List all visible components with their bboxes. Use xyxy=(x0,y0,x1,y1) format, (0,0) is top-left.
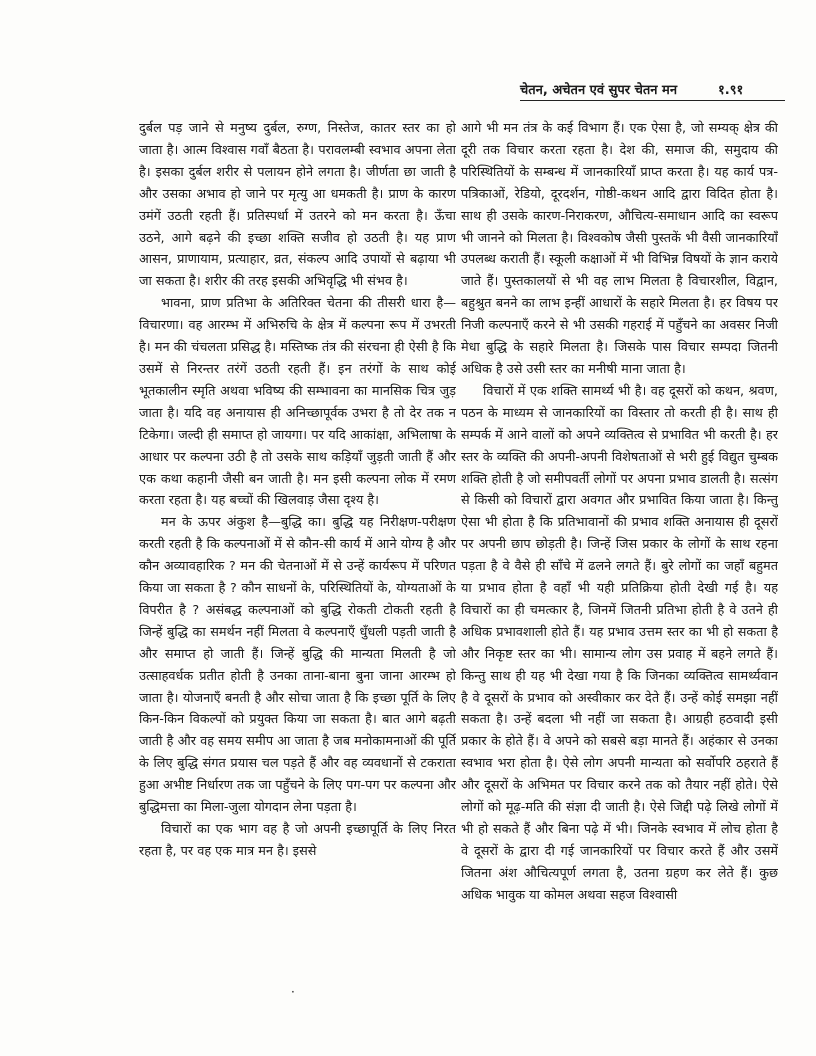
paragraph: विचारों में एक शक्ति सामर्थ्य भी है। वह दूसरों को कथन, श्रवण, पठन के माध्यम से जानकारियों का विस्तार तो करती ही है। साथ ही सम्पर्क में आने वालों को अपने व्यक्तित्व से प्रभावित भी करती है। हर स्तर के व्यक्ति की अपनी-अपनी विशेषताओं से भरी हुई विद्युत चुम्बक शक्ति होती है जो समीपवर्ती लोगों पर अपना प्रभाव डालती है। सत्संग से किसी को विचारों द्वारा अवगत और प्रभावित किया जाता है। किन्तु ऐसा भी होता है कि प्रतिभावानों की प्रभाव शक्ति अनायास ही दूसरों पर अपनी छाप छोड़ती है। जिन्हें जिस प्रकार के लोगों के साथ रहना पड़ता है वे वैसे ही साँचे में ढलने लगते हैं। बुरे लोगों का जहाँ बहुमत या प्रभाव होता है वहाँ भी यही प्रतिक्रिया होती देखी गई है। यह विचारों का ही चमत्कार है, जिनमें जितनी प्रतिभा होती है वे उतने ही अधिक प्रभावशाली होते हैं। यह प्रभाव उत्तम स्तर का भी हो सकता है और निकृष्ट स्तर का भी। सामान्य लोग उस प्रवाह में बहने लगते हैं। किन्तु साथ ही यह भी देखा गया है कि जिनका व्यक्तित्व सामर्थ्यवान है वे दूसरों के प्रभाव को अस्वीकार कर देते हैं। उन्हें कोई समझा नहीं सकता है। उन्हें बदला भी नहीं जा सकता है। आग्रही हठवादी इसी प्रकार के होते हैं। वे अपने को सबसे बड़ा मानते हैं। अहंकार से उनका स्वभाव भरा होता है। ऐसे लोग अपनी मान्यता को सर्वोपरि ठहराते हैं और दूसरों के अभिमत पर विचार करने तक को तैयार नहीं होते। ऐसे लोगों को मूढ़-मति की संज्ञा दी जाती है। ऐसे जिद्दी पढ़े लिखे लोगों में भी हो सकते हैं और बिना पढ़े में भी। जिनके स्वभाव में लोच होता है वे दूसरों के द्वारा दी गई जानकारियों पर विचार करते हैं और उसमें जितना अंश औचित्यपूर्ण लगता है, उतना ग्रहण कर लेते हैं। कुछ अधिक भावुक या कोमल अथवा सहज विश्वासी xyxy=(461,383,778,903)
footer-mark: · xyxy=(291,985,295,999)
running-header-title: चेतन, अचेतन एवं सुपर चेतन मन xyxy=(520,83,678,98)
running-header xyxy=(520,80,790,104)
page-number: १.९१ xyxy=(718,83,744,98)
paragraph: विचारों का एक भाग वह है जो अपनी इच्छापूर्ति के लिए निरत रहता है, पर वह एक मात्र मन है। इससे xyxy=(139,822,456,859)
right-text-column xyxy=(461,118,778,948)
paragraph: आगे भी मन तंत्र के कई विभाग हैं। एक ऐसा है, जो सम्यक् क्षेत्र की दूरी तक विचार करता रहता है। देश की, समाज की, समुदाय की परिस्थितियों के सम्बन्ध में जानकारियाँ प्राप्त करता है। यह कार्य पत्र-पत्रिकाओं, रेडियो, दूरदर्शन, गोष्ठी-कथन आदि द्वारा विदित होता है। साथ ही उसके कारण-निराकरण, औचित्य-समाधान आदि का स्वरूप भी जानने को मिलता है। विश्वकोष जैसी पुस्तकें भी वैसी जानकारियाँ उपलब्ध कराती हैं। स्कूली कक्षाओं में भी विभिन्न विषयों के ज्ञान कराये जाते हैं। पुस्तकालयों से भी वह लाभ मिलता है विचारशील, विद्वान, बहुश्रुत बनने का लाभ इन्हीं आधारों के सहारे मिलता है। हर विषय पर निजी कल्पनाएँ करने से भी उसकी गहराई में पहुँचने का अवसर निजी मेधा बुद्धि के सहारे मिलता है। जिसके पास विचार सम्पदा जितनी अधिक है उसे उसी स्तर का मनीषी माना जाता है। xyxy=(461,121,778,377)
paragraph: भावना, प्राण प्रतिभा के अतिरिक्त चेतना की तीसरी धारा है—विचारणा। वह आरम्भ में अभिरुचि के क्षेत्र में कल्पना रूप में उभरती है। मन की चंचलता प्रसिद्ध है। मस्तिष्क तंत्र की संरचना ही ऐसी है कि उसमें से निरन्तर तरंगें उठती रहती हैं। इन तरंगों के साथ कोई भूतकालीन स्मृति अथवा भविष्य की सम्भावना का मानसिक चित्र जुड़ जाता है। यदि वह अनायास ही अनिच्छापूर्वक उभरा है तो देर तक न टिकेगा। जल्दी ही समाप्त हो जायगा। पर यदि आकांक्षा, अभिलाषा के आधार पर कल्पना उठी है तो उसके साथ कड़ियाँ जुड़ती जाती हैं और एक कथा कहानी जैसी बन जाती है। मन इसी कल्पना लोक में रमण करता रहता है। यह बच्चों की खिलवाड़ जैसा दृश्य है। xyxy=(139,296,456,509)
paragraph: दुर्बल पड़ जाने से मनुष्य दुर्बल, रुग्ण, निस्तेज, कातर स्तर का हो जाता है। आत्म विश्वास गवाँ बैठता है। परावलम्बी स्वभाव अपना लेता है। इसका दुर्बल शरीर से पलायन होने लगता है। जीर्णता छा जाती है और उसका अभाव हो जाने पर मृत्यु आ धमकती है। प्राण के कारण उमंगें उठती रहती हैं। प्रतिस्पर्धा में उतरने को मन करता है। ऊँचा उठने, आगे बढ़ने की इच्छा शक्ति सजीव हो उठती है। यह प्राण आसन, प्राणायाम, प्रत्याहार, व्रत, संकल्प आदि उपायों से बढ़ाया भी जा सकता है। शरीर की तरह इसकी अभिवृद्धि भी संभव है। xyxy=(139,121,456,290)
left-text-column xyxy=(139,118,456,948)
header-rule xyxy=(520,100,785,101)
paragraph: मन के ऊपर अंकुश है—बुद्धि का। बुद्धि यह निरीक्षण-परीक्षण करती रहती है कि कल्पनाओं में से कौन-सी कार्य में आने योग्य है और कौन अव्यावहारिक ? मन की चेतनाओं में से उन्हें कार्यरूप में परिणत किया जा सकता है ? कौन साधनों के, परिस्थितियों के, योग्यताओं के विपरीत है ? असंबद्ध कल्पनाओं को बुद्धि रोकती टोकती रहती है जिन्हें बुद्धि का समर्थन नहीं मिलता वे कल्पनाएँ धुँधली पड़ती जाती है और समाप्त हो जाती हैं। जिन्हें बुद्धि की मान्यता मिलती है जो उत्साहवर्धक प्रतीत होती है उनका ताना-बाना बुना जाना आरम्भ हो जाता है। योजनाएँ बनती है और सोचा जाता है कि इच्छा पूर्ति के लिए किन-किन विकल्पों को प्रयुक्त किया जा सकता है। बात आगे बढ़ती जाती है और वह समय समीप आ जाता है जब मनोकामनाओं की पूर्ति के लिए बुद्धि संगत प्रयास चल पड़ते हैं और वह व्यवधानों से टकराता हुआ अभीष्ट निर्धारण तक जा पहुँचने के लिए पग-पग पर कल्पना और बुद्धिमत्ता का मिला-जुला योगदान लेना पड़ता है। xyxy=(139,515,456,816)
